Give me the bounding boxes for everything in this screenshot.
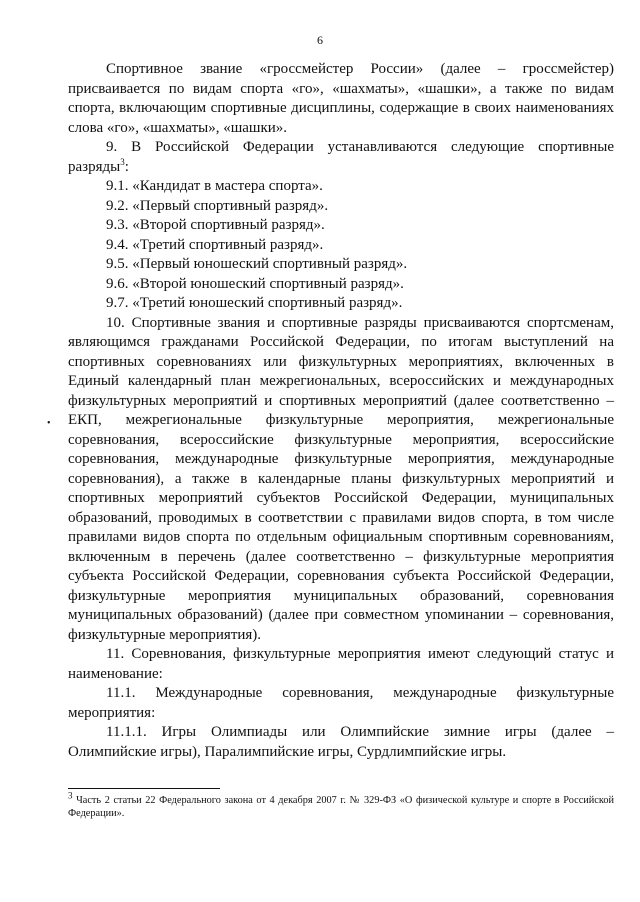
footnote [68, 790, 614, 820]
list-item-9-5: 9.5. «Первый юношеский спортивный разряд». [106, 256, 408, 272]
paragraph-11: 11. Соревнования, физкультурные мероприятия имеют следующий статус и наименование: [68, 646, 614, 682]
paragraph-10: 10. Спортивные звания и спортивные разряды присваиваются спортсменам, являющимся гражданами Российской Федерации, по итогам выступлений на спортивных соревнованиях или физкультурных мероприятиях, включенных в Единый календарный план межрегиональных, всероссийских и международных физкультурных мероприятий и спортивных мероприятий (далее соответственно – ЕКП, межрегиональные физкультурные мероприятия, межрегиональные соревнования, всероссийские физкультурные мероприятия, всероссийские соревнования, международные физкультурные мероприятия, международные соревнования), а также в календарные планы физкультурных мероприятий и спортивных мероприятий субъектов Российской Федерации, муниципальных образований, проводимых в соответствии с правилами видов спорта, в том числе правилами видов спорта по отдельным официальным спортивным соревнованиям, включенным в перечень (далее соответственно – физкультурные мероприятия субъекта Российской Федерации, соревнования субъекта Российской Федерации, физкультурные мероприятия муниципальных образований, соревнования муниципальных образований) (далее при совместном упоминании – соревнования, физкультурные мероприятия). [68, 314, 614, 643]
list-item-9-2: 9.2. «Первый спортивный разряд». [106, 197, 329, 214]
paragraph-9-text: 9. В Российской Федерации устанавливаются следующие спортивные разряды [68, 139, 614, 175]
list-item-9-4: 9.4. «Третий спортивный разряд». [106, 236, 324, 253]
paragraph-11-1-1: 11.1.1. Игры Олимпиады или Олимпийские зимние игры (далее – Олимпийские игры), Паралимпийские игры, Сурдлимпийские игры. [68, 724, 614, 760]
list-item-9-1: 9.1. «Кандидат в мастера спорта». [106, 178, 323, 194]
paragraph-9-colon: : [124, 158, 129, 175]
list-item-9-7: 9.7. «Третий юношеский спортивный разряд». [106, 295, 403, 311]
footnote-number: 3 [68, 790, 73, 801]
list-item-9-6: 9.6. «Второй юношеский спортивный разряд». [106, 275, 404, 292]
footnote-text: Часть 2 статьи 22 Федерального закона от 4 декабря 2007 г. № 329-ФЗ «О физической культуре и спорте в Российской Федерации». [68, 795, 614, 819]
footnote-reference[interactable]: 3 [120, 156, 125, 167]
list-item-9-3: 9.3. «Второй спортивный разряд». [106, 217, 325, 233]
paragraph-grandmaster-title: Спортивное звание «гроссмейстер России» (далее – гроссмейстер) присваивается по видам спорта «го», «шахматы», «шашки», а также по видам спорта, включающим спортивные дисциплины, содержащие в своих наименованиях слова «го», «шахматы», «шашки». [68, 61, 614, 136]
footnote-divider [68, 788, 220, 789]
page-number: 6 [317, 33, 323, 47]
document-body [68, 60, 614, 762]
paragraph-9 [68, 138, 614, 177]
paragraph-11-1: 11.1. Международные соревнования, международные физкультурные мероприятия: [68, 685, 614, 721]
margin-mark: • [47, 418, 51, 429]
